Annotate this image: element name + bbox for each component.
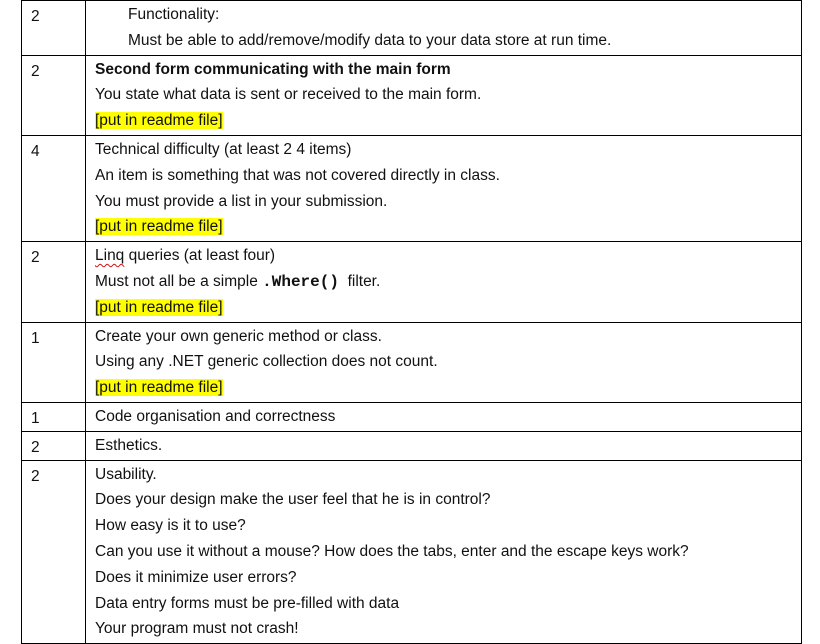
criteria-line: An item is something that was not covered directly in class.	[95, 166, 500, 184]
readme-note: [put in readme file]	[95, 112, 223, 130]
points-cell: 2	[22, 242, 86, 322]
criteria-cell	[86, 135, 802, 241]
table-row	[22, 322, 802, 402]
criteria-cell	[86, 402, 802, 431]
criteria-title: Second form communicating with the main form	[95, 60, 451, 78]
criteria-cell	[86, 55, 802, 135]
rubric-table	[21, 0, 802, 644]
criteria-line: Create your own generic method or class.	[95, 327, 382, 345]
points-cell: 1	[22, 322, 86, 402]
criteria-line: Esthetics.	[95, 436, 163, 454]
criteria-line: Can you use it without a mouse? How does the tabs, enter and the escape keys work?	[95, 542, 689, 560]
criteria-line: Your program must not crash!	[95, 620, 299, 638]
criteria-cell	[86, 1, 802, 56]
readme-note: [put in readme file]	[95, 218, 223, 236]
points-cell: 2	[22, 431, 86, 460]
code-snippet: .Where()	[262, 272, 339, 291]
readme-note: [put in readme file]	[95, 298, 223, 316]
criteria-line: Functionality:	[128, 6, 220, 23]
criteria-cell	[86, 322, 802, 402]
criteria-line: Must not all be a simple .Where() filter.	[95, 272, 381, 291]
criteria-line: Data entry forms must be pre-filled with data	[95, 594, 400, 612]
points-cell: 2	[22, 1, 86, 56]
criteria-cell	[86, 431, 802, 460]
table-row	[22, 402, 802, 431]
table-row	[22, 135, 802, 241]
criteria-line: Does your design make the user feel that he is in control?	[95, 491, 491, 509]
table-row	[22, 242, 802, 322]
table-row	[22, 431, 802, 460]
criteria-cell	[86, 242, 802, 322]
criteria-line: You must provide a list in your submission.	[95, 192, 388, 210]
table-row	[22, 460, 802, 644]
criteria-cell	[86, 460, 802, 644]
readme-note: [put in readme file]	[95, 379, 223, 397]
table-row	[22, 55, 802, 135]
edited-number: 4	[296, 140, 305, 158]
points-cell: 1	[22, 402, 86, 431]
criteria-title: Linq queries (at least four)	[95, 247, 276, 265]
spellcheck-word: Linq	[95, 247, 125, 265]
criteria-line: Code organisation and correctness	[95, 407, 336, 425]
criteria-line: Must be able to add/remove/modify data to your data store at run time.	[128, 31, 612, 49]
criteria-line: You state what data is sent or received to the main form.	[95, 86, 482, 104]
criteria-line: Does it minimize user errors?	[95, 568, 297, 586]
criteria-title: Technical difficulty (at least 2 4 items)	[95, 140, 352, 158]
points-cell: 2	[22, 55, 86, 135]
points-cell: 2	[22, 460, 86, 644]
criteria-line: Using any .NET generic collection does not count.	[95, 353, 438, 371]
table-row	[22, 1, 802, 56]
criteria-line: How easy is it to use?	[95, 517, 246, 535]
points-cell: 4	[22, 135, 86, 241]
criteria-line: Usability.	[95, 465, 157, 483]
